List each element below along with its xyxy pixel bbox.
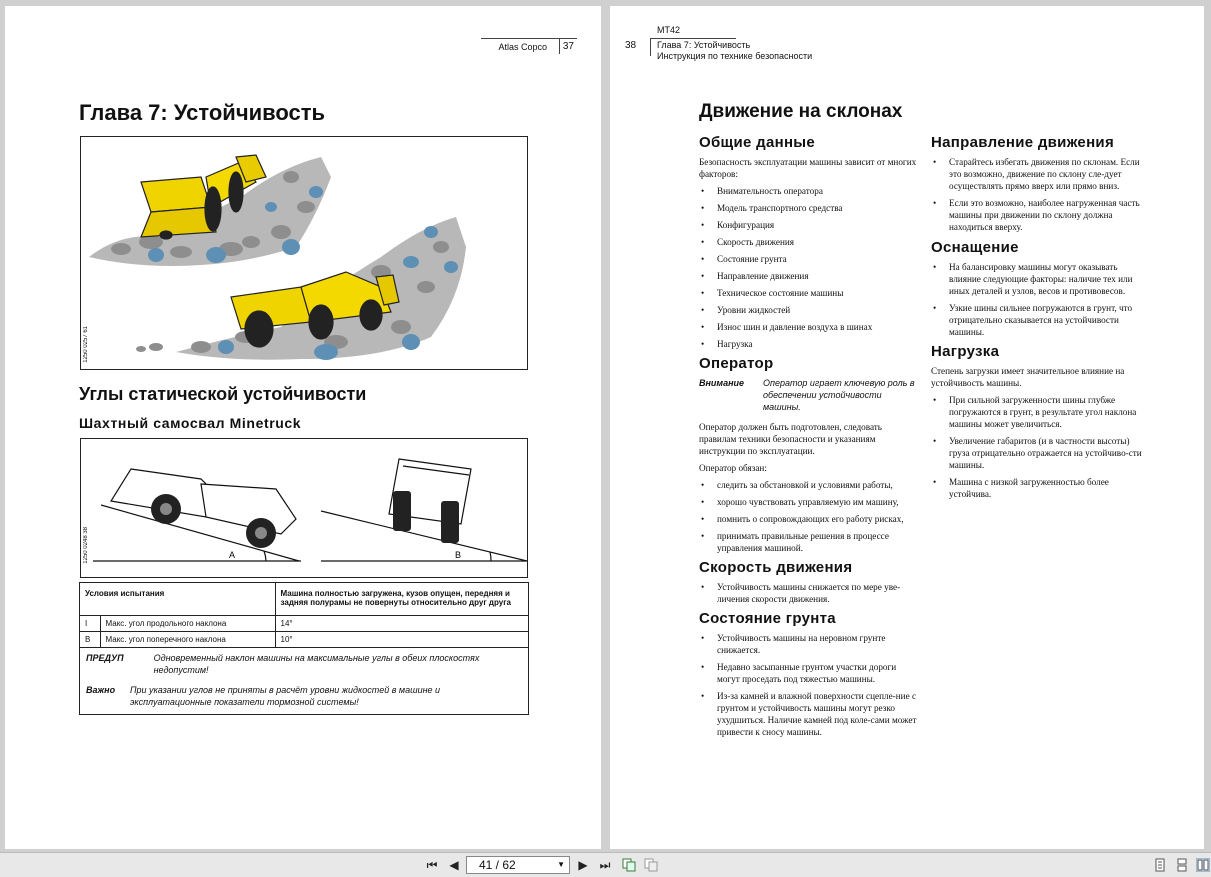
first-page-button[interactable]: ⏮ (426, 858, 438, 872)
list-item: • Увеличение габаритов (и в частности высоты) груза отрицательно отражается на устойчиво-сти машины. (931, 435, 1149, 471)
list-item: • Устойчивость машины на неровном грунте снижается. (699, 632, 917, 656)
tilt-diagram (81, 439, 527, 577)
list-item: • помнить о сопровождающих его работу рисках, (699, 513, 917, 525)
list-item: • Износ шин и давление воздуха в шинах (699, 321, 917, 333)
operator-warning (699, 377, 917, 413)
page-number: 37 (562, 41, 574, 52)
list-item: • хорошо чувствовать управляемую им машину, (699, 496, 917, 508)
speed-list (699, 581, 917, 605)
list-item: • Нагрузка (699, 338, 917, 350)
figure-code: 1250 0248 38 (83, 527, 89, 564)
equipment-list (931, 261, 1149, 338)
row-value: 10° (275, 631, 528, 647)
operator-p1: Оператор должен быть подготовлен, следовать правилам техники безопасности и указаниям инструкции по эксплуатации. (699, 422, 882, 456)
table-header-machine: Машина полностью загружена, кузов опущен, передняя и задняя полурамы не повернуты относительно друг друга (275, 583, 528, 615)
list-item: • Скорость движения (699, 236, 917, 248)
list-item: • принимать правильные решения в процессе управления машиной. (699, 530, 917, 554)
heading-operator: Оператор (699, 355, 774, 372)
important-text: При указании углов не приняты в расчёт уровни жидкостей в машине и эксплуатационные показатели тормозной системы! (130, 684, 441, 707)
list-item: • Техническое состояние машины (699, 287, 917, 299)
heading-load: Нагрузка (931, 343, 1000, 360)
heading-general: Общие данные (699, 134, 816, 151)
load-intro: Степень загрузки имеет значительное влияние на устойчивость машины. (931, 366, 1125, 388)
viewer-toolbar (0, 852, 1211, 877)
heading-speed: Скорость движения (699, 559, 853, 576)
warning-note (80, 648, 528, 680)
left-column (699, 132, 917, 743)
list-item: • Недавно засыпанные грунтом участки дороги могут проседать под тяжестью машины. (699, 661, 917, 685)
paste-page-icon[interactable] (644, 858, 658, 872)
row-id: B (80, 631, 100, 647)
list-item: • следить за обстановкой и условиями работы, (699, 479, 917, 491)
list-item: • Конфигурация (699, 219, 917, 231)
important-note (80, 680, 528, 714)
general-intro: Безопасность эксплуатации машины зависит от многих факторов: (699, 157, 917, 179)
label-b: B (455, 550, 462, 560)
list-item: • Узкие шины сильнее погружаются в грунт, что отрицательно сказывается на устойчивости машины. (931, 302, 1149, 338)
right-page (610, 6, 1204, 849)
operator-p2: Оператор обязан: (699, 463, 767, 473)
list-item: • Если это возможно, наиболее нагруженная часть машины при движении по склону должна находиться вверху. (931, 197, 1149, 233)
table-header-conditions: Условия испытания (80, 583, 275, 615)
row-value: 14° (275, 615, 528, 631)
list-item: • Модель транспортного средства (699, 202, 917, 214)
list-item: • При сильной загруженности шины глубже погружаются в грунт, в результате угол наклона машины может увеличиться. (931, 394, 1149, 430)
row-id: I (80, 615, 100, 631)
header-manual: Инструкция по технике безопасности (657, 51, 813, 61)
load-list (931, 394, 1149, 500)
list-item: • На балансировку машины могут оказывать влияние следующие факторы: наличие тех или иных деталей и узлов, весов и противовесов. (931, 261, 1149, 297)
table-row (80, 615, 528, 631)
right-column (931, 132, 1149, 505)
list-item: • Внимательность оператора (699, 185, 917, 197)
brand-name: Atlas Copco (498, 42, 547, 52)
direction-list (931, 156, 1149, 233)
list-item: • Состояние грунта (699, 253, 917, 265)
warning-text: Оператор играет ключевую роль в обеспечении устойчивости машины. (763, 378, 915, 412)
two-page-view-icon[interactable] (1196, 858, 1210, 872)
subsection-title: Шахтный самосвал Minetruck (79, 415, 302, 431)
single-page-view-icon[interactable] (1153, 858, 1167, 872)
list-item: • Старайтесь избегать движения по склонам. Если это возможно, движение по склону сле-дует осуществлять прямо вверх или прямо вниз. (931, 156, 1149, 192)
factors-list (699, 185, 917, 350)
important-label: Важно (86, 684, 116, 695)
figure-code: 1250 0257 61 (83, 326, 89, 363)
row-condition: Макс. угол продольного наклона (100, 615, 275, 631)
stability-angle-diagram (80, 438, 528, 578)
loader-illustration (80, 136, 528, 370)
last-page-button[interactable]: ⏭ (599, 858, 611, 872)
page-title: Движение на склонах (699, 101, 903, 122)
table-row (80, 631, 528, 647)
warning-label: ПРЕДУП (86, 652, 124, 663)
left-page (5, 6, 601, 849)
row-condition: Макс. угол поперечного наклона (100, 631, 275, 647)
page-number: 38 (625, 40, 637, 51)
stability-table (79, 582, 529, 715)
previous-page-button[interactable]: ◀ (449, 858, 459, 872)
operator-list (699, 479, 917, 554)
page-number-field[interactable] (466, 856, 570, 874)
heading-equipment: Оснащение (931, 239, 1019, 256)
ground-list (699, 632, 917, 738)
chevron-down-icon[interactable]: ▼ (557, 860, 565, 869)
list-item: • Устойчивость машины снижается по мере уве-личения скорости движения. (699, 581, 917, 605)
page-indicator: 41 / 62 (479, 858, 516, 872)
right-page-header (610, 24, 910, 64)
chapter-title: Глава 7: Устойчивость (79, 100, 326, 125)
loader-on-rocks-image (81, 137, 527, 369)
continuous-view-icon[interactable] (1175, 858, 1189, 872)
list-item: • Направление движения (699, 270, 917, 282)
list-item: • Уровни жидкостей (699, 304, 917, 316)
header-chapter: Глава 7: Устойчивость (657, 40, 751, 50)
label-a: A (229, 550, 236, 560)
heading-ground: Состояние грунта (699, 610, 836, 627)
list-item: • Из-за камней и влажной поверхности сцепле-ние с грунтом и устойчивость машины могут резко ухудшиться. Наличие камней под коле-сами может привести к сносу машины. (699, 690, 917, 738)
doc-code: MT42 (657, 25, 681, 35)
next-page-button[interactable]: ▶ (578, 858, 588, 872)
warning-label: Внимание (699, 378, 745, 388)
section-title: Углы статической устойчивости (79, 384, 367, 404)
copy-page-icon[interactable] (622, 858, 636, 872)
warning-text: Одновременный наклон машины на максимальные углы в обеих плоскостях недопустим! (153, 652, 480, 675)
list-item: • Машина с низкой загруженностью более устойчива. (931, 476, 1149, 500)
heading-direction: Направление движения (931, 134, 1115, 151)
